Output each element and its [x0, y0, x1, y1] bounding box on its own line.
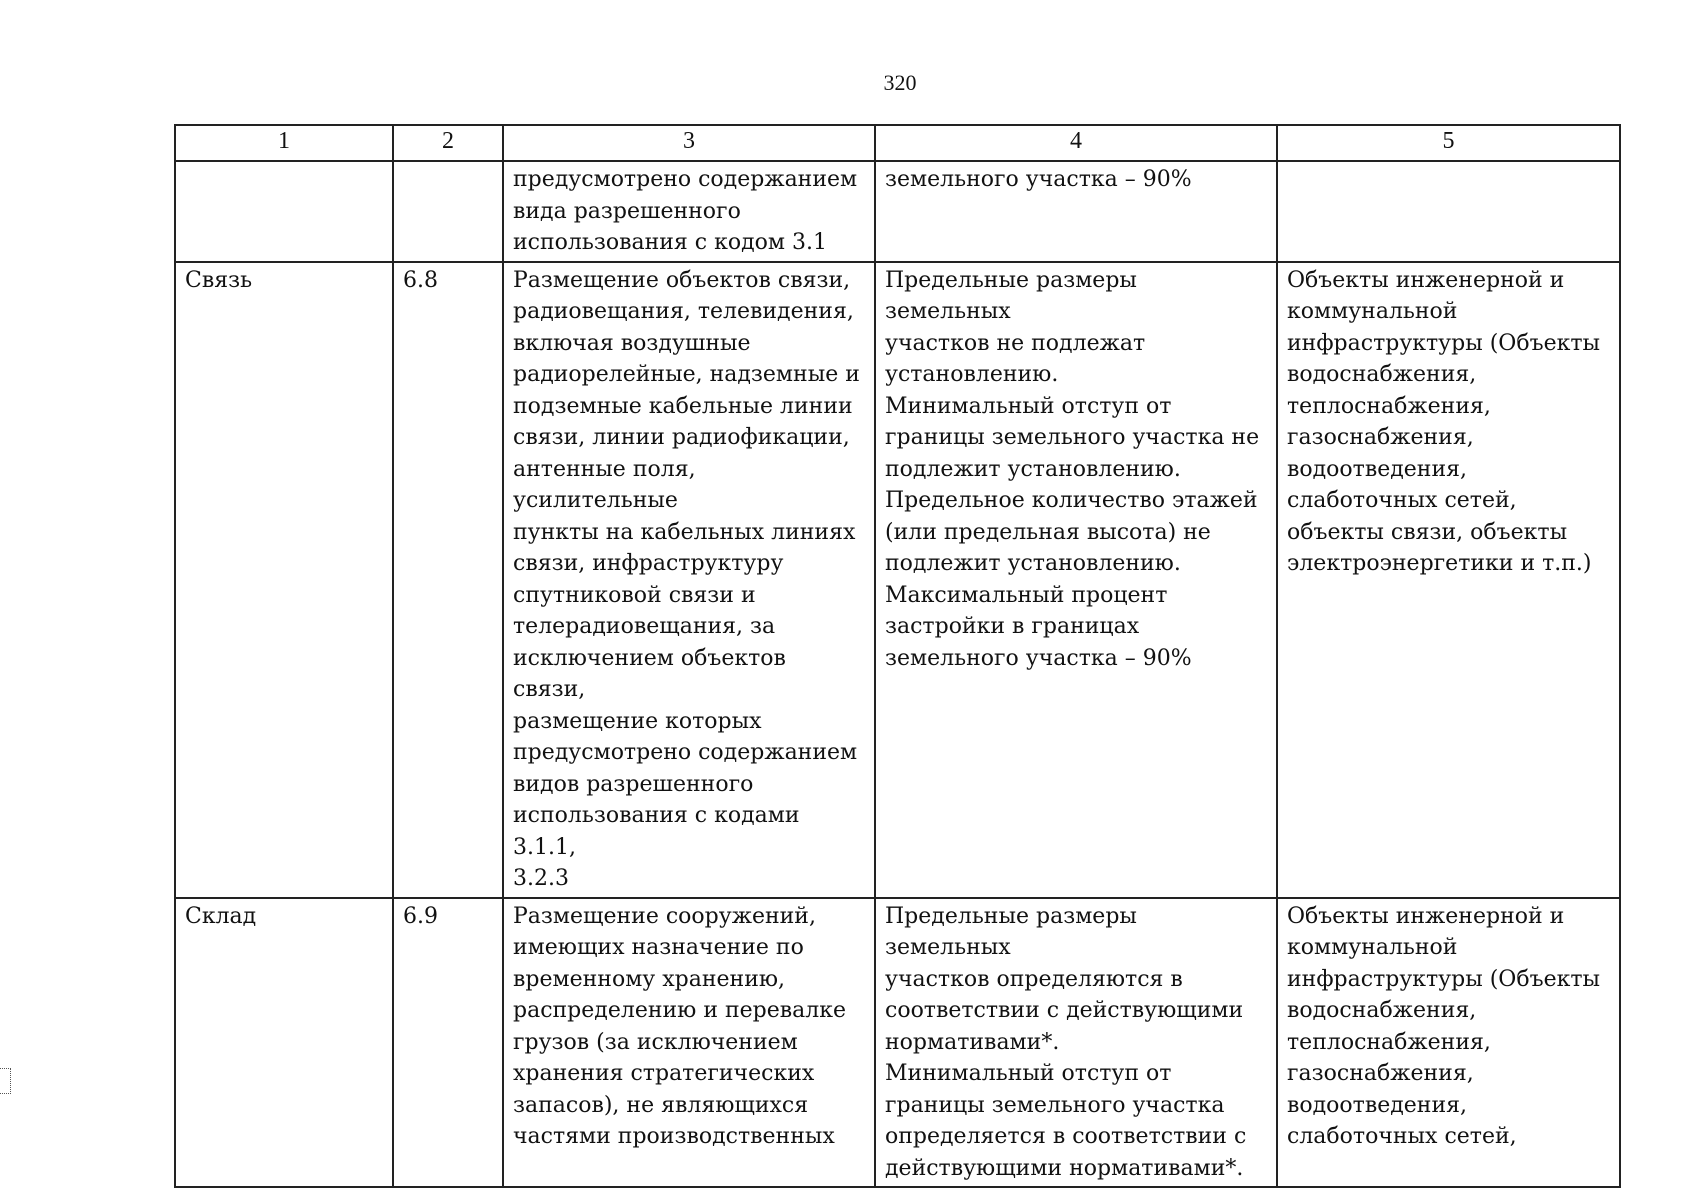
column-header-1: 1 [175, 125, 393, 161]
column-header-4: 4 [875, 125, 1277, 161]
table-row [175, 161, 1620, 262]
use-code-cell: 6.8 [393, 262, 503, 898]
use-name-cell: Связь [175, 262, 393, 898]
table-row [175, 262, 1620, 898]
use-description-cell: предусмотрено содержанием вида разрешенного использования с кодом 3.1 [503, 161, 875, 262]
table-row [175, 898, 1620, 1188]
use-description-cell: Размещение сооружений, имеющих назначение по временному хранению, распределению и перевалке грузов (за исключением хранения стратегических запасов), не являющихся частями производственных [503, 898, 875, 1188]
parameters-cell: Предельные размеры земельных участков определяются в соответствии с действующими нормативами*. Минимальный отступ от границы земельного участка определяется в соответствии с действующими нормативами*. [875, 898, 1277, 1188]
use-code-cell [393, 161, 503, 262]
use-name-cell [175, 161, 393, 262]
column-header-2: 2 [393, 125, 503, 161]
objects-cell [1277, 161, 1620, 262]
zoning-table [174, 124, 1621, 1188]
table-header-row [175, 125, 1620, 161]
scan-edge-mark [0, 1068, 11, 1094]
column-header-3: 3 [503, 125, 875, 161]
use-name-cell: Склад [175, 898, 393, 1188]
objects-cell: Объекты инженерной и коммунальной инфраструктуры (Объекты водоснабжения, теплоснабжения, газоснабжения, водоотведения, слаботочных сетей, [1277, 898, 1620, 1188]
parameters-cell: земельного участка – 90% [875, 161, 1277, 262]
use-description-cell: Размещение объектов связи, радиовещания, телевидения, включая воздушные радиорелейные, надземные и подземные кабельные линии связи, линии радиофикации, антенные поля, усилительные пункты на кабельных линиях связи, инфраструктуру спутниковой связи и телерадиовещания, за исключением объектов связи, размещение которых предусмотрено содержанием видов разрешенного использования с кодами 3.1.1, 3.2.3 [503, 262, 875, 898]
parameters-cell: Предельные размеры земельных участков не подлежат установлению. Минимальный отступ от границы земельного участка не подлежит установлению. Предельное количество этажей (или предельная высота) не подлежит установлению. Максимальный процент застройки в границах земельного участка – 90% [875, 262, 1277, 898]
column-header-5: 5 [1277, 125, 1620, 161]
use-code-cell: 6.9 [393, 898, 503, 1188]
objects-cell: Объекты инженерной и коммунальной инфраструктуры (Объекты водоснабжения, теплоснабжения, газоснабжения, водоотведения, слаботочных сетей, объекты связи, объекты электроэнергетики и т.п.) [1277, 262, 1620, 898]
page-number: 320 [883, 70, 917, 95]
